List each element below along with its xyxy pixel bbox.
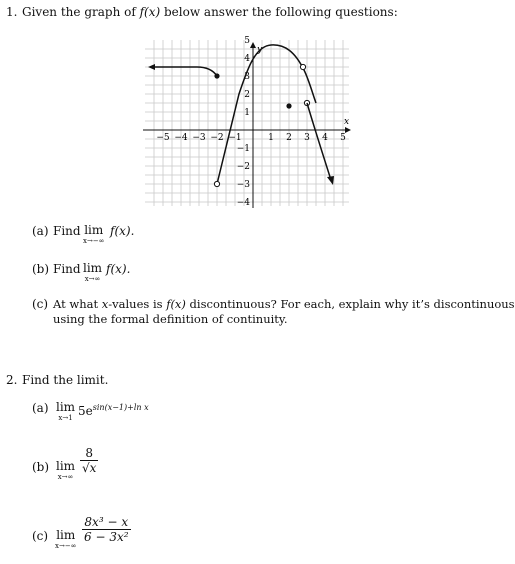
y-tick-label: −2 xyxy=(236,162,250,172)
y-axis-arrow-icon xyxy=(250,42,256,48)
x-tick-label: 5 xyxy=(340,133,346,143)
q1-prompt-post: below answer the following questions: xyxy=(160,5,398,19)
x-axis-arrow-icon xyxy=(345,127,351,133)
closed-dot xyxy=(286,103,291,108)
q1-number: 1. xyxy=(6,5,18,19)
q2c-limit xyxy=(55,529,77,550)
lim-subscript: x→−∞ xyxy=(55,542,77,550)
q1a-text: Find xyxy=(53,224,81,238)
y-axis-label: y xyxy=(257,45,263,55)
lim-word: lim xyxy=(56,400,76,414)
y-tick-label: −4 xyxy=(236,198,250,208)
q1-prompt-pre: Given the graph of xyxy=(22,5,140,19)
open-dot xyxy=(214,181,219,186)
q1a-limit xyxy=(83,224,105,245)
q2a-expression xyxy=(78,401,149,418)
q1a-expr: f(x). xyxy=(110,224,135,238)
q1c-line1-post: discontinuous? For each, explain why it’s discontinuous xyxy=(185,297,515,311)
y-tick-label: 2 xyxy=(244,90,250,100)
left-arrow-icon xyxy=(148,64,155,70)
x-tick-label: 2 xyxy=(286,133,292,143)
q2-prompt: Find the limit. xyxy=(22,373,109,387)
q1c-line1-x: x xyxy=(101,297,109,311)
q2b-limit xyxy=(56,460,75,481)
q1b-expr: f(x). xyxy=(106,262,131,276)
x-tick-label: −1 xyxy=(228,133,242,143)
q2-number: 2. xyxy=(6,373,18,387)
x-tick-label: −5 xyxy=(156,133,170,143)
q2b-denominator: √x xyxy=(82,461,97,475)
lim-subscript: x→∞ xyxy=(84,275,101,283)
x-tick-label: 1 xyxy=(268,133,274,143)
q1a-label: (a) xyxy=(32,224,49,238)
lim-word: lim xyxy=(56,459,76,473)
lim-subscript: x→−∞ xyxy=(83,237,105,245)
q1b-text: Find xyxy=(53,262,81,276)
open-dot xyxy=(300,64,305,69)
q1-prompt xyxy=(22,5,398,19)
q1b-limit xyxy=(83,262,102,283)
x-tick-label: 4 xyxy=(322,133,328,143)
lim-word: lim xyxy=(83,261,103,275)
x-tick-label: −2 xyxy=(210,133,224,143)
lim-subscript: x→1 xyxy=(58,414,73,422)
y-tick-label: 1 xyxy=(244,108,250,118)
q1b-label: (b) xyxy=(32,262,50,276)
lim-subscript: x→∞ xyxy=(57,473,74,481)
q2a-exponent: sin(x−1)+ln x xyxy=(92,403,149,412)
x-axis-label: x xyxy=(344,117,350,127)
y-tick-label: −3 xyxy=(236,180,250,190)
q1c-label: (c) xyxy=(32,297,49,311)
q1c-line2: using the formal definition of continuity. xyxy=(53,312,288,326)
q2b-fraction xyxy=(80,446,98,475)
lim-word: lim xyxy=(56,528,76,542)
x-tick-label: −3 xyxy=(192,133,206,143)
x-tick-label: 3 xyxy=(304,133,310,143)
q1c-line1-pre: At what xyxy=(53,297,102,311)
q2c-fraction xyxy=(82,515,131,544)
q2c-label: (c) xyxy=(32,529,49,543)
q2b-label: (b) xyxy=(32,460,50,474)
closed-dot xyxy=(214,73,219,78)
function-graph xyxy=(135,36,355,210)
q2a-limit xyxy=(56,401,75,422)
q1-prompt-fx: f(x) xyxy=(139,5,161,19)
q1c-line1-fx: f(x) xyxy=(166,297,186,311)
lim-word: lim xyxy=(84,223,104,237)
q2b-numerator: 8 xyxy=(80,446,98,461)
q2a-label: (a) xyxy=(32,401,49,415)
y-tick-label: 3 xyxy=(244,72,250,82)
y-tick-label: 5 xyxy=(244,36,250,46)
q2c-numerator: 8x³ − x xyxy=(82,515,131,530)
q2c-denominator: 6 − 3x² xyxy=(84,530,129,544)
x-tick-label: −4 xyxy=(174,133,188,143)
q1c-line1-mid: -values is xyxy=(108,297,167,311)
y-tick-label: 4 xyxy=(244,54,250,64)
q2a-base: 5e xyxy=(78,404,93,418)
q1c-line1 xyxy=(53,297,515,311)
y-tick-label: −1 xyxy=(236,144,250,154)
